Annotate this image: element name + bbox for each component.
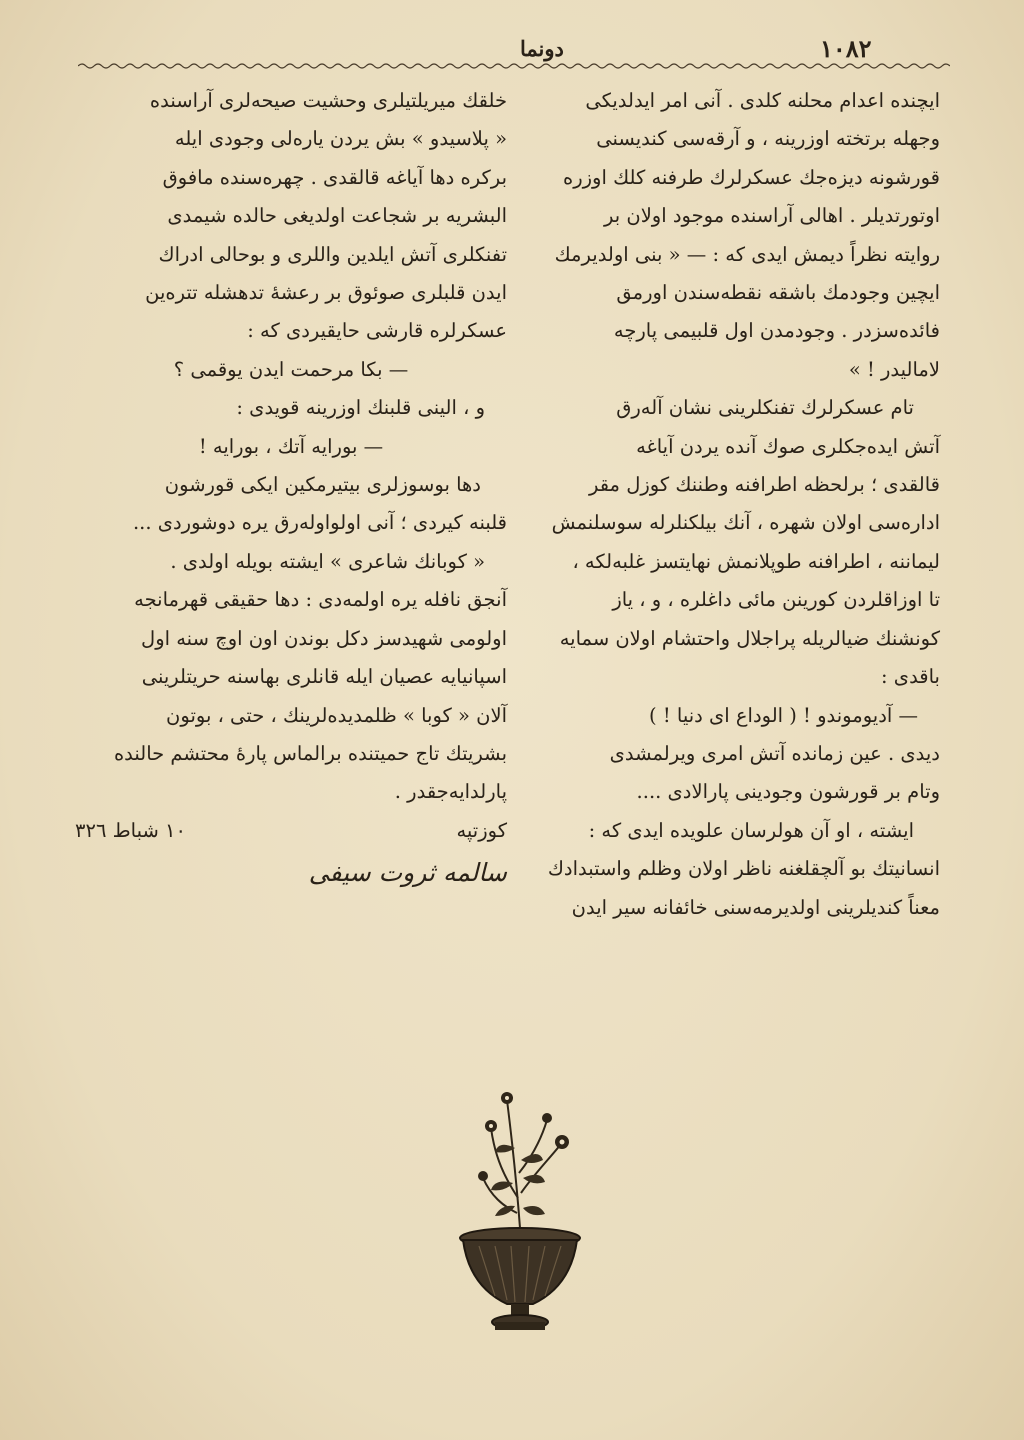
text-line: وجهله برتخته اوزرینه ، و آرقه‌سی کندیسنی [596,127,940,151]
dateline [75,812,507,850]
text-line: — بکا مرحمت ایدن یوقمی ؟ [173,357,409,381]
text-line: قورشونه دیزه‌جك عسکرلرك طرفنه کلك اوزره [562,165,940,189]
dateline-place: کوزتپه [456,818,507,842]
text-line: تفنکلری آتش ایلدین واللری و بوحالی ادراك [158,242,507,266]
text-line: کونشنك ضیالریله پراجلال واحتشام اولان سمایه [559,626,940,650]
text-line: ایشته ، او آن هولرسان علویده ایدی که : [588,818,914,842]
header-rule [78,62,950,70]
text-line: برکره دها آیاغه قالقدی . چهره‌سنده مافوق‌ [162,165,507,189]
author-signature: سالمه ثروت سیفی [308,858,507,888]
text-line: اسپانیایه عصیان ایله قانلری بهاسنه حریتلرینی [141,665,507,689]
text-line: بشریتك تاج حمیتنده برالماس پارهٔ محتشم حالنده [113,741,507,765]
text-line: اولومی شهیدسز دکل بوندن اون اوچ سنه اول [141,626,507,650]
text-line: فائده‌سزدر . وجودمدن اول قلبیمی پارچه‌ [613,319,940,343]
text-line: و ، الینی قلبنك اوزرینه قویدی : [236,396,485,420]
text-line: تا اوزاقلردن کورینن مائی داغلره ، و ، یاز [612,588,940,612]
text-line: ایچنده اعدام محلنه کلدی . آنی امر ایدلدیکی [585,89,940,112]
text-line: انسانیتك بو آلچقلغنه ناظر اولان وظلم واستبدادك [547,857,940,881]
text-line: اوتورتدیلر . اهالی آراسنده موجود اولان بر [603,204,940,228]
text-line: خلقك میریلتیلری وحشیت صیحه‌لری آراسنده [149,89,507,112]
text-line: معناً کندیلرینی اولدیرمه‌سنی خائفانه سیر ایدن [571,895,940,919]
text-line: قلبنه کیردی ؛ آنی اولواوله‌رق یره دوشوردی ... [132,511,507,535]
text-line: « کوبانك شاعری » ایشته بویله اولدی . [170,549,485,573]
text-line: باقدی : [881,665,940,689]
left-column [75,82,507,893]
text-line: تام عسکرلرك تفنکلرینی نشان آله‌رق [616,396,914,420]
dateline-date: ١٠ شباط ٣٢٦ [75,818,186,842]
text-line: روایته نظراً دیمش ایدی که : — « بنی اولدیرمك [554,242,940,266]
text-line: ایچین وجودمك باشقه نقطه‌سندن اورمق [616,281,940,305]
text-line: — بورایه آتك ، بورایه ! [198,434,384,458]
text-line: وتام بر قورشون وجودینی پارالادی .... [636,780,940,804]
text-line: البشریه بر شجاعت اولدیغی حالده شیمدی [167,204,507,228]
text-line: آتش ایده‌جکلری صوك آنده یردن آیاغه [636,434,940,458]
text-line: لامالیدر ! » [848,357,940,381]
running-title: دونما [520,36,564,61]
page-header [80,34,950,64]
page-number: ١٠٨٢ [820,34,872,63]
text-line: دیدی . عین زمانده آتش امری ویرلمشدی [609,741,940,765]
text-line: ایدن قلبلری صوئوق بر رعشهٔ تدهشله تتره‌ین [145,281,507,305]
text-line: پارلدایه‌جقدر . [394,780,507,804]
text-line: اداره‌سی اولان شهره ، آنك بیلکنلرله سوسلنمش [551,511,940,535]
text-line: دها بوسوزلری بیتیرمکین ایکی قورشون [164,473,481,497]
right-column [520,82,940,927]
text-line: عسکرلره قارشی حایقیردی که : [247,319,507,343]
text-line: آلان « کوبا » ظلمدیده‌لرینك ، حتی ، بوتون [166,703,507,727]
text-line: « پلاسیدو » بش یردن یاره‌لی وجودی ایله [174,127,507,151]
text-line: قالقدی ؛ برلحظه اطرافنه وطننك کوزل مقر [588,473,940,497]
flower-vase-icon [455,1078,585,1338]
text-line: — آدیوموندو ! ( الوداع ای دنیا ! ) [649,703,918,727]
text-line: لیماننه ، اطرافنه طوپلانمش نهایتسز غلبه‌لکه ، [572,549,940,573]
text-line: آنجق نافله یره اولمه‌دی : دها حقیقی قهرمانجه [134,588,507,612]
